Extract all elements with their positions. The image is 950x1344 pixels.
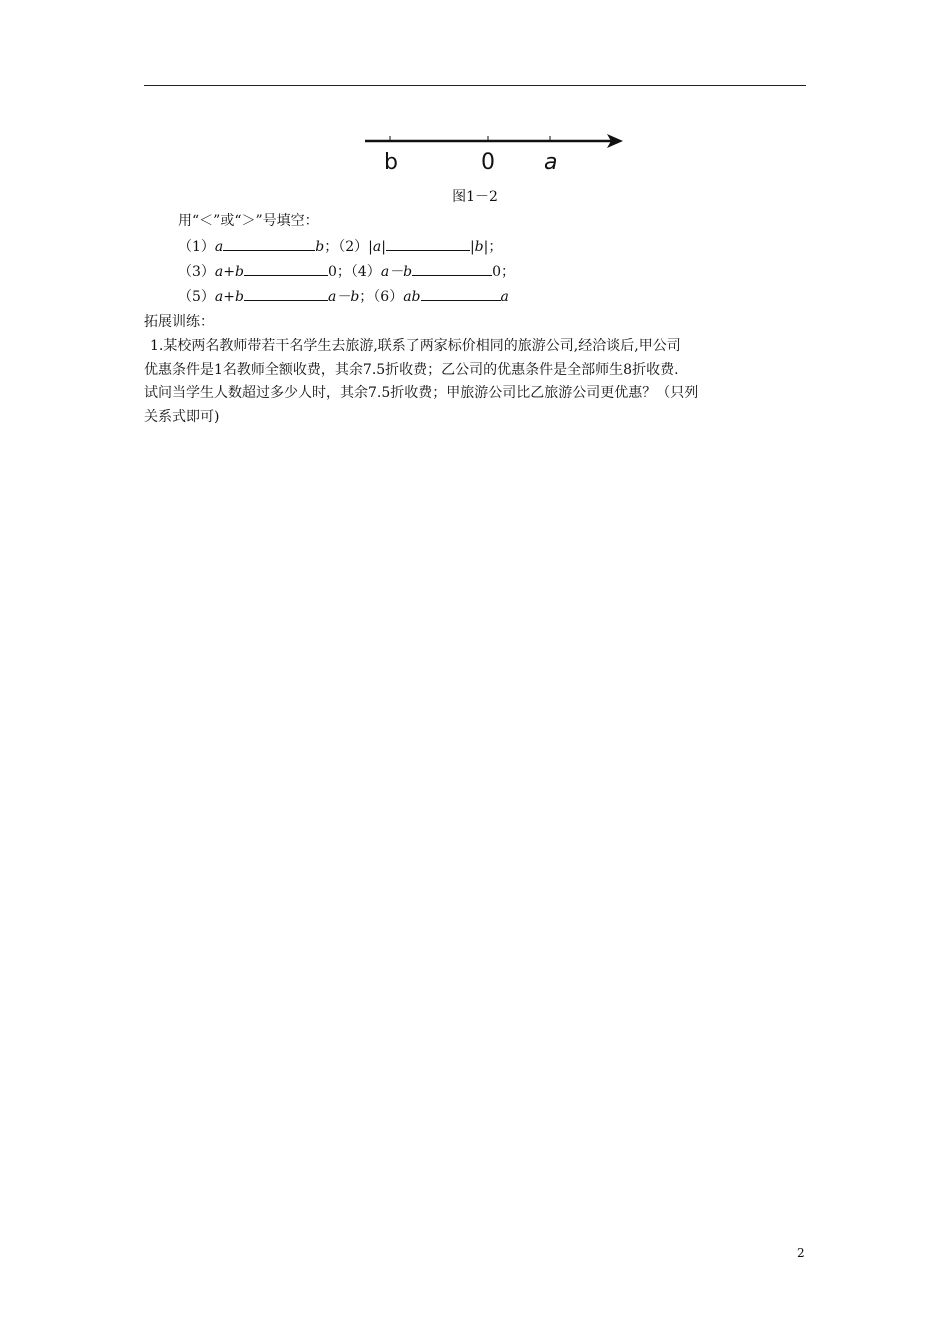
q3-number: （3） (178, 264, 215, 280)
q1-blank[interactable] (223, 238, 315, 251)
question-line-1 (178, 236, 502, 256)
q2-left: |a| (368, 239, 386, 255)
section-title: 拓展训练： (144, 314, 214, 330)
q1-separator: ； (324, 239, 339, 255)
problem-line-2: 优惠条件是1名教师全额收费，其余7.5折收费；乙公司的优惠条件是全部师生8折收费. (144, 361, 679, 378)
q2-number: （2） (338, 239, 369, 255)
figure-caption: 图1－2 (452, 189, 498, 205)
q2-blank[interactable] (386, 238, 470, 251)
q2-end: ； (488, 239, 503, 255)
instruction: 用“＜”或“＞”号填空： (178, 213, 319, 229)
q5-left: a+b (214, 289, 244, 305)
q2-right: |b| (469, 239, 489, 255)
q5-separator: ； (359, 289, 374, 305)
problem-line-3: 试问当学生人数超过多少人时，其余7.5折收费；甲旅游公司比乙旅游公司更优惠？（只列 (144, 385, 699, 401)
label-zero: 0 (481, 150, 495, 175)
q6-right: a (500, 289, 509, 305)
label-a: a (544, 150, 558, 175)
q4-left: a－b (380, 264, 413, 280)
problem-paragraph (144, 335, 808, 429)
q4-blank[interactable] (412, 263, 492, 276)
header-rule (144, 85, 806, 86)
q6-number: （6） (373, 289, 404, 305)
q3-blank[interactable] (244, 263, 328, 276)
label-b: b (384, 150, 398, 175)
number-line-figure (355, 120, 630, 178)
q5-right: a－b (327, 289, 360, 305)
q4-number: （4） (350, 264, 381, 280)
problem-line-4: 关系式即可) (144, 408, 220, 425)
q4-end: ； (501, 264, 516, 280)
question-line-3 (178, 286, 509, 306)
q5-number: （5） (178, 289, 215, 305)
question-line-2 (178, 261, 515, 281)
q1-right: b (315, 239, 325, 255)
page-number: 2 (797, 1246, 805, 1260)
q6-left: ab (403, 289, 421, 305)
q6-blank[interactable] (421, 288, 501, 301)
q1-number: （1） (178, 239, 215, 255)
q4-right: 0 (492, 264, 502, 280)
q3-right: 0 (327, 264, 337, 280)
q3-separator: ； (336, 264, 351, 280)
problem-line-1: 1.某校两名教师带若干名学生去旅游,联系了两家标价相同的旅游公司,经洽谈后,甲公司 (150, 338, 681, 354)
q1-left: a (214, 239, 224, 255)
q5-blank[interactable] (244, 288, 328, 301)
q3-left: a+b (214, 264, 244, 280)
